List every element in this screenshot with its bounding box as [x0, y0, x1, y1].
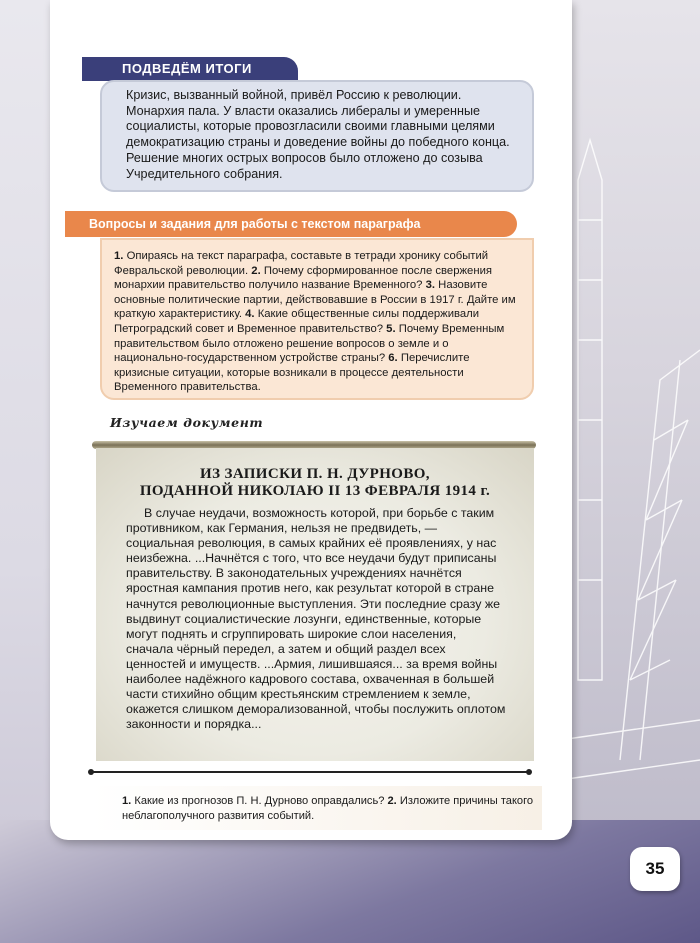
question-number: 3.	[425, 279, 436, 292]
document-title-line-2: ПОДАННОЙ НИКОЛАЮ II 13 ФЕВРАЛЯ 1914 г.	[139, 483, 491, 499]
questions-text	[114, 249, 516, 395]
doc-question-number: 1.	[122, 795, 132, 807]
document-heading: Изучаем документ	[110, 415, 264, 430]
question-text: Назовите основные политические партии, действовавшие в России в 1917 г. Дайте им краткую характеристику.	[114, 279, 516, 321]
doc-question-text: Изложите причины такого неблагополучного развития событий.	[122, 795, 534, 822]
document-divider	[90, 771, 530, 773]
document-paper	[96, 448, 534, 761]
questions-label: Вопросы и задания для работы с текстом параграфа	[65, 211, 517, 237]
document-body: В случае неудачи, возможность которой, при борьбе с таким противником, как Германия, нельзя не предвидеть, — социальная революция, в самых крайних её проявлениях, у нас неизбежна. ...Начнётся с того, что все неудачи будут приписаны правительству. В законодательных учреждениях начнётся яростная кампания против него, как результат которой в стране начнутся революционные выступления. Эти последние сразу же выдвинут социалистические лозунги, единственные, которые могут поднять и сгруппировать широкие слои населения, сначала чёрный передел, а затем и общий раздел всех ценностей и имуществ. ...Армия, лишившаяся... за время войны наиболее надёжного кадрового состава, охваченная в большей части стихийно общим крестьянским стремлением к земле, окажется слишком деморализованной, чтобы послужить оплотом законности и порядка...	[126, 506, 506, 732]
question-number: 6.	[388, 352, 398, 365]
document-questions	[92, 786, 542, 830]
question-text: Почему Временным правительством было отложено решение вопросов о земле и о национально-государственном устройстве страны?	[114, 322, 505, 365]
question-number: 5.	[386, 322, 396, 335]
question-number: 2.	[251, 264, 261, 277]
question-text: Почему сформированное после свержения монархии правительство получило название Временного?	[114, 264, 492, 292]
doc-question-text: Какие из прогнозов П. Н. Дурново оправдались?	[134, 795, 385, 807]
document-questions-text	[122, 794, 542, 823]
page-number: 35	[630, 847, 680, 891]
doc-question-number: 2.	[387, 795, 397, 807]
rocket-launch-illustration	[560, 120, 700, 820]
document-title	[124, 466, 506, 500]
summary-text: Кризис, вызванный войной, привёл Россию к революции. Монархия пала. У власти оказались либералы и умеренные социалисты, которые провозгласили своими главными целями демократизацию страны и доведение войны до победного конца. Решение многих острых вопросов было отложено до созыва Учредительного собрания.	[126, 88, 510, 181]
question-number: 1.	[114, 250, 124, 262]
questions-box	[100, 238, 534, 400]
question-number: 4.	[245, 308, 255, 321]
summary-label: ПОДВЕДЁМ ИТОГИ	[82, 57, 298, 81]
question-text: Какие общественные силы поддерживали Петроградский совет и Временное правительство?	[114, 308, 480, 335]
document-title-line-1: ИЗ ЗАПИСКИ П. Н. ДУРНОВО,	[200, 466, 430, 482]
question-text: Перечислите кризисные ситуации, которые возникали в процессе деятельности Временного правительства.	[114, 352, 470, 394]
question-text: Опираясь на текст параграфа, составьте в тетради хронику событий Февральской революции.	[114, 250, 489, 277]
background-left	[0, 0, 52, 943]
summary-box	[100, 80, 534, 192]
